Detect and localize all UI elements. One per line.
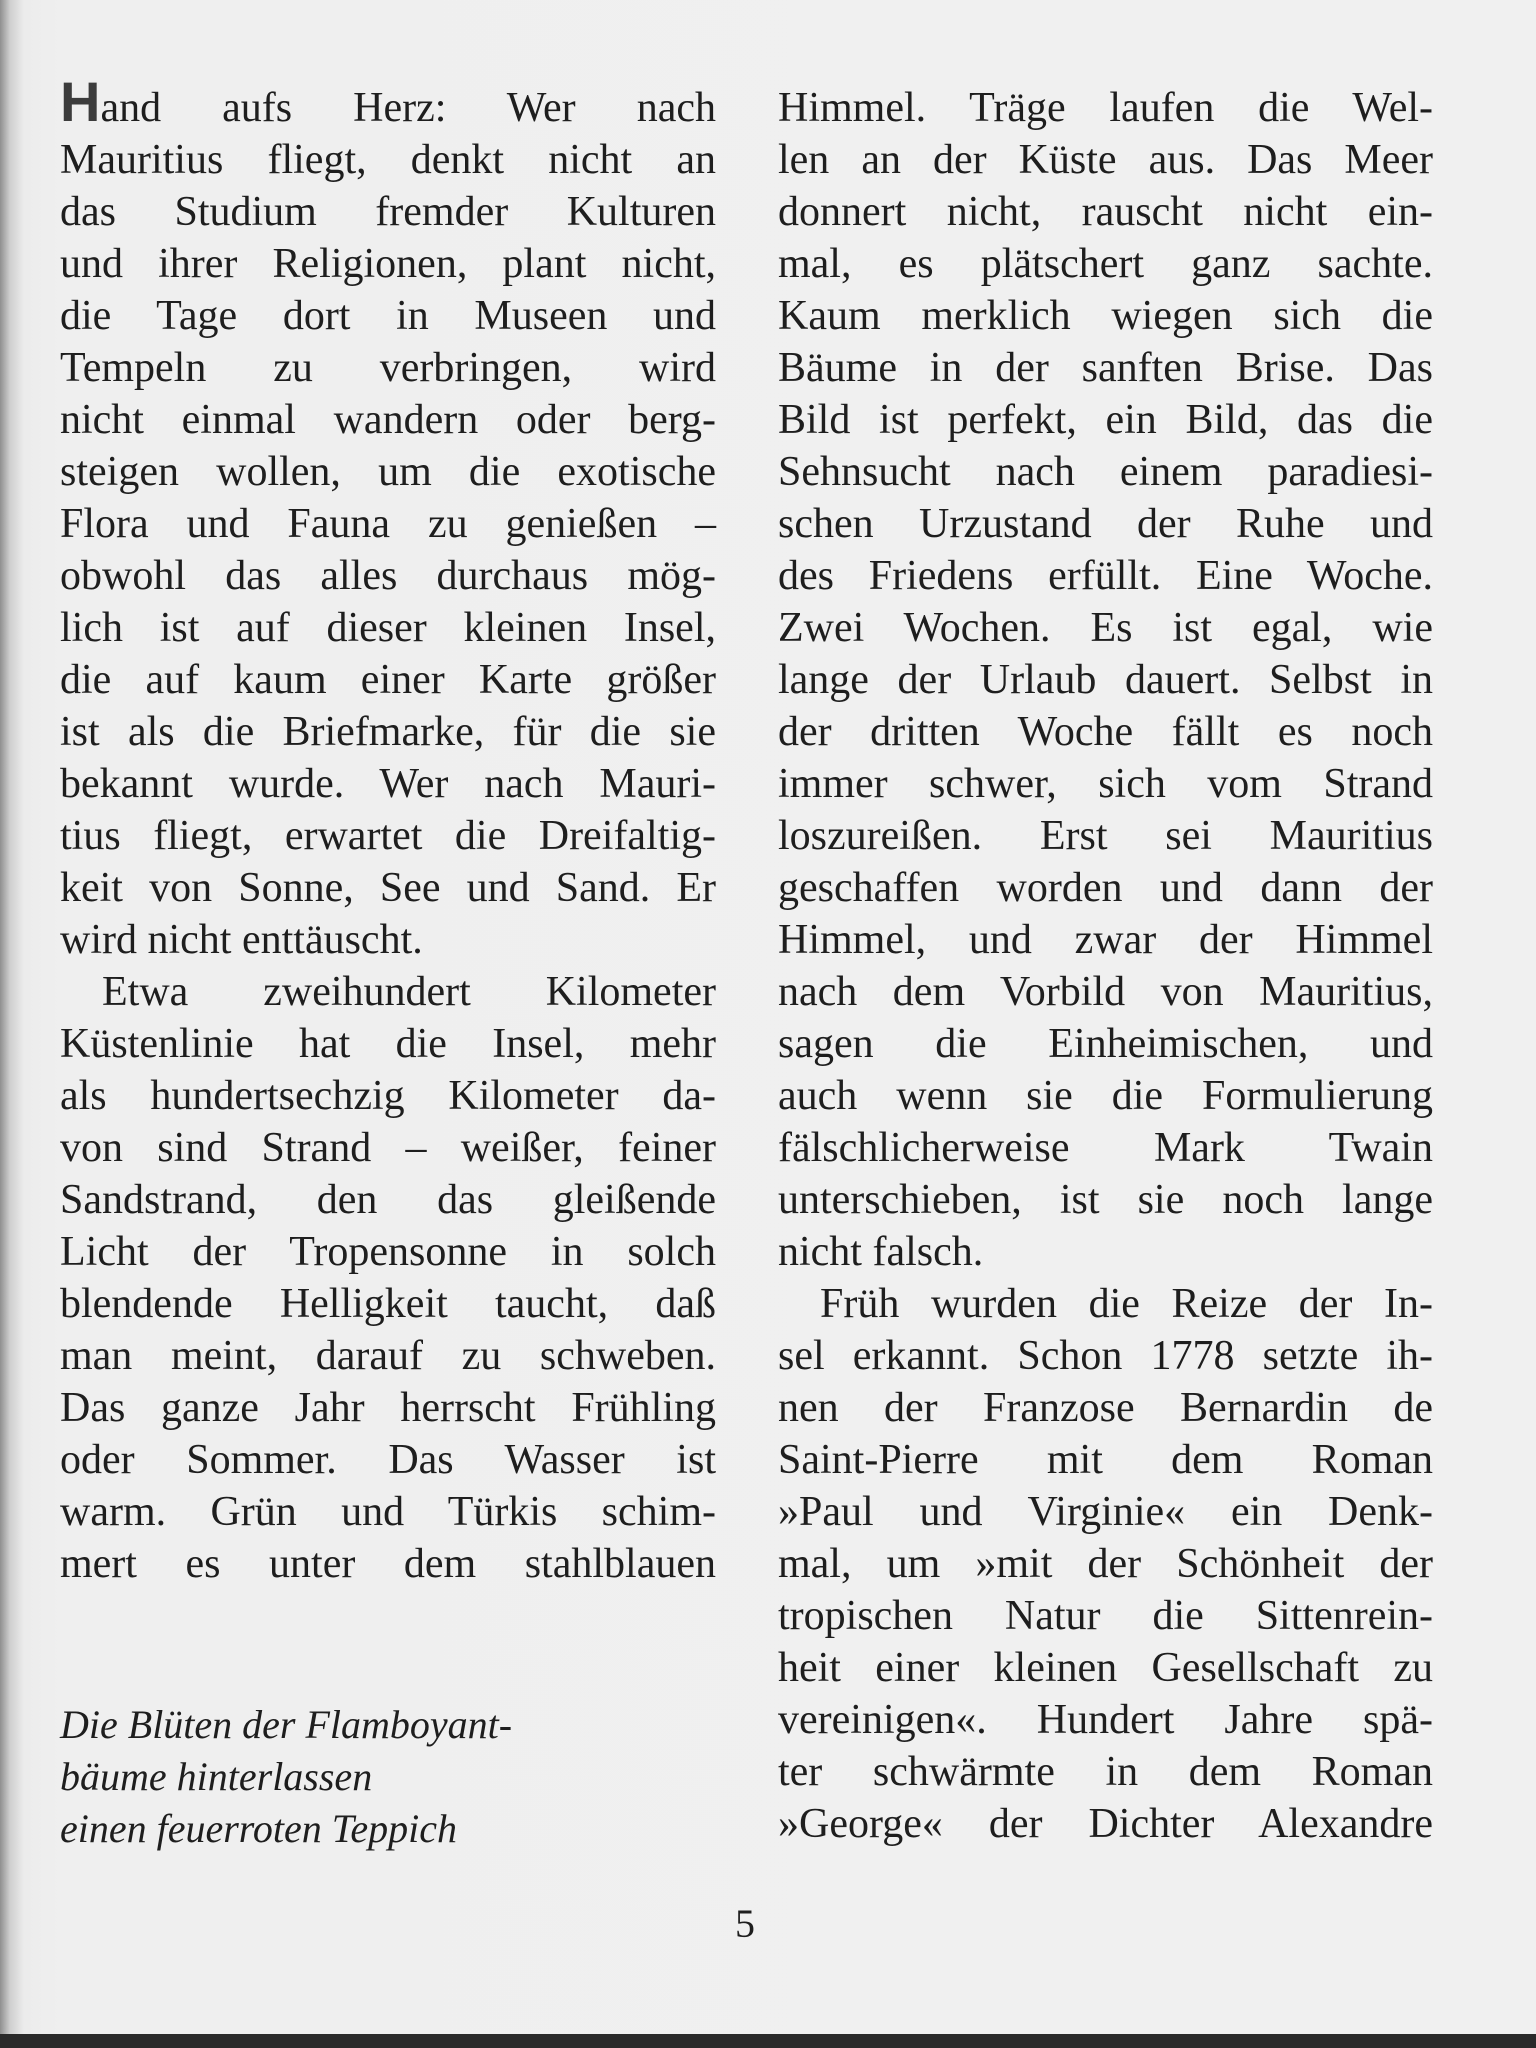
text-line: Etwa zweihundert Kilometer bbox=[102, 969, 716, 1015]
text-line: mal, es plätschert ganz sachte. bbox=[778, 241, 1433, 287]
text-line: len an der Küste aus. Das Meer bbox=[778, 137, 1433, 183]
text-line: wird nicht enttäuscht. bbox=[60, 917, 423, 963]
left-text-column bbox=[60, 70, 716, 1590]
text-line: oder Sommer. Das Wasser ist bbox=[60, 1437, 716, 1483]
text-line: Das ganze Jahr herrscht Frühling bbox=[60, 1385, 716, 1431]
text-line: Früh wurden die Reize der In- bbox=[820, 1281, 1433, 1327]
text-line: mal, um »mit der Schönheit der bbox=[778, 1541, 1433, 1587]
text-line bbox=[60, 70, 716, 134]
text-line: als hundertsechzig Kilometer da- bbox=[60, 1073, 716, 1119]
text-line: tropischen Natur die Sittenrein- bbox=[778, 1593, 1433, 1639]
caption-line: einen feuerroten Teppich bbox=[60, 1806, 457, 1851]
text-line: »George« der Dichter Alexandre bbox=[778, 1801, 1433, 1847]
text-line: von sind Strand – weißer, feiner bbox=[60, 1125, 716, 1171]
text-line: des Friedens erfüllt. Eine Woche. bbox=[778, 553, 1433, 599]
text-line: die auf kaum einer Karte größer bbox=[60, 657, 716, 703]
page-bottom-edge bbox=[0, 2034, 1536, 2048]
text-line: Bäume in der sanften Brise. Das bbox=[778, 345, 1433, 391]
text-line: bekannt wurde. Wer nach Mauri- bbox=[60, 761, 716, 807]
text-line: geschaffen worden und dann der bbox=[778, 865, 1433, 911]
text-line: Kaum merklich wiegen sich die bbox=[778, 293, 1433, 339]
text-line: Küstenlinie hat die Insel, mehr bbox=[60, 1021, 716, 1067]
drop-cap: H bbox=[60, 70, 101, 133]
text-line: Zwei Wochen. Es ist egal, wie bbox=[778, 605, 1433, 651]
text-line: ter schwärmte in dem Roman bbox=[778, 1749, 1433, 1795]
text-line: nicht einmal wandern oder berg- bbox=[60, 397, 716, 443]
text-line: obwohl das alles durchaus mög- bbox=[60, 553, 716, 599]
text-line: Saint-Pierre mit dem Roman bbox=[778, 1437, 1433, 1483]
text-line: lange der Urlaub dauert. Selbst in bbox=[778, 657, 1433, 703]
text-line: immer schwer, sich vom Strand bbox=[778, 761, 1433, 807]
text-line: mert es unter dem stahlblauen bbox=[60, 1541, 716, 1587]
text-line: sel erkannt. Schon 1778 setzte ih- bbox=[778, 1333, 1433, 1379]
page-number: 5 bbox=[735, 1901, 755, 1946]
text-line: ist als die Briefmarke, für die sie bbox=[60, 709, 716, 755]
text-line: das Studium fremder Kulturen bbox=[60, 189, 716, 235]
text-line: die Tage dort in Museen und bbox=[60, 293, 716, 339]
text-line: Bild ist perfekt, ein Bild, das die bbox=[778, 397, 1433, 443]
text-line: fälschlicherweise Mark Twain bbox=[778, 1125, 1433, 1171]
text-line: man meint, darauf zu schweben. bbox=[60, 1333, 716, 1379]
text-line: nach dem Vorbild von Mauritius, bbox=[778, 969, 1433, 1015]
text-line: tius fliegt, erwartet die Dreifaltig- bbox=[60, 813, 716, 859]
text-line: sagen die Einheimischen, und bbox=[778, 1021, 1433, 1067]
text-line: steigen wollen, um die exotische bbox=[60, 449, 716, 495]
text-line: lich ist auf dieser kleinen Insel, bbox=[60, 605, 716, 651]
caption-line: Die Blüten der Flamboyant- bbox=[60, 1702, 513, 1747]
text-line: Licht der Tropensonne in solch bbox=[60, 1229, 716, 1275]
text-line: heit einer kleinen Gesellschaft zu bbox=[778, 1645, 1433, 1691]
image-caption bbox=[60, 1700, 680, 1856]
text-line: nicht falsch. bbox=[778, 1229, 984, 1275]
text-line: loszureißen. Erst sei Mauritius bbox=[778, 813, 1433, 859]
text-line: vereinigen«. Hundert Jahre spä- bbox=[778, 1697, 1433, 1743]
text-line: und ihrer Religionen, plant nicht, bbox=[60, 241, 716, 287]
text-line: donnert nicht, rauscht nicht ein- bbox=[778, 189, 1433, 235]
text-line: der dritten Woche fällt es noch bbox=[778, 709, 1433, 755]
text-line: nen der Franzose Bernardin de bbox=[778, 1385, 1433, 1431]
text-line: warm. Grün und Türkis schim- bbox=[60, 1489, 716, 1535]
right-text-column bbox=[778, 82, 1433, 1850]
text-line: Flora und Fauna zu genießen – bbox=[60, 501, 716, 547]
text-line: Mauritius fliegt, denkt nicht an bbox=[60, 137, 716, 183]
text-line: Sehnsucht nach einem paradiesi- bbox=[778, 449, 1433, 495]
text-line-content: and aufs Herz: Wer nach bbox=[100, 85, 716, 131]
text-line: schen Urzustand der Ruhe und bbox=[778, 501, 1433, 547]
text-line: Himmel. Träge laufen die Wel- bbox=[778, 85, 1433, 131]
text-line: unterschieben, ist sie noch lange bbox=[778, 1177, 1433, 1223]
text-line: Sandstrand, den das gleißende bbox=[60, 1177, 716, 1223]
text-line: Tempeln zu verbringen, wird bbox=[60, 345, 716, 391]
text-line: auch wenn sie die Formulierung bbox=[778, 1073, 1433, 1119]
text-line: »Paul und Virginie« ein Denk- bbox=[778, 1489, 1433, 1535]
text-line: keit von Sonne, See und Sand. Er bbox=[60, 865, 716, 911]
text-line: blendende Helligkeit taucht, daß bbox=[60, 1281, 716, 1327]
text-line: Himmel, und zwar der Himmel bbox=[778, 917, 1433, 963]
caption-line: bäume hinterlassen bbox=[60, 1754, 373, 1799]
